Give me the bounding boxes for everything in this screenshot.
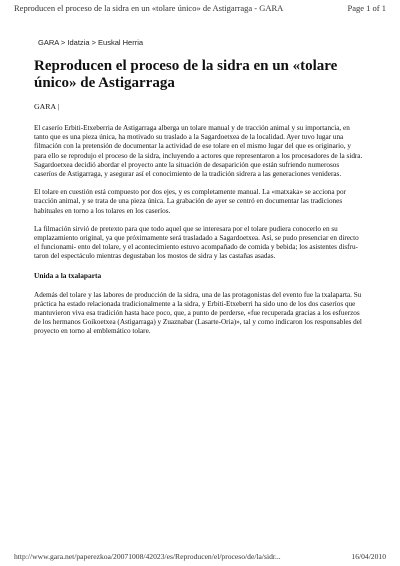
article-subheading: Unida a la txalaparta — [34, 270, 102, 280]
article-paragraph: La filmación sirvió de pretexto para que todo aquel que se interesara por el tolare pudiera conocerlo en su emplazamiento original, ya que próximamente será trasladado a Sagardoetxea. Así, se pudo presenciar en directo el funcionami- ento del tolare, y el acontecimiento estuvo acompañado de comida y bebida; los asistentes disfru- taron del espectáculo mientras degustaban los mostos de sidra y las castañas asadas. — [34, 224, 359, 261]
print-footer-url: http://www.gara.net/paperezkoa/20071008/42023/es/Reproducen/el/proceso/de/la/sidr... — [14, 552, 281, 561]
breadcrumb: GARA > Idatzia > Euskal Herria — [38, 38, 144, 47]
print-footer-date: 16/04/2010 — [351, 552, 386, 561]
print-header-title: Reproducen el proceso de la sidra en un «tolare único» de Astigarraga - GARA — [14, 3, 284, 13]
print-footer — [14, 551, 386, 562]
article-byline: GARA | — [34, 102, 60, 111]
article-paragraph: El caserío Erbiti-Etxeberria de Astigarraga alberga un tolare manual y de tracción animal y su importancia, en tanto que es una pieza única, ha motivado su traslado a la Sagardoetxea de la localidad. Ayer tuvo lugar una filmación con la pretensión de documentar la actividad de ese tolare en el mismo lugar del que es originario, y para ello se reprodujo el proceso de la sidra, incluyendo a actores que representaron a los procesadores de la sidra. Sagardoetxea decidió abordar el proyecto ante la situación de desaparición que están sufriendo numerosos caseríos de Astigarraga, y asegurar así el conocimiento de la tradición sidrera a las generaciones venideras. — [34, 124, 363, 179]
article-paragraph: Además del tolare y las labores de producción de la sidra, una de las protagonistas del evento fue la txalaparta. Su práctica ha estado relacionada tradicionalmente a la sidra, y Erbiti-Etxeberri ha sido uno de los dos caseríos que mantuvieron viva esa tradición hasta hace poco, que, a punto de perderse, «fue recuperada gracias a los esfuerzos de los hermanos Goikoetxea (Astigarraga) y Zuaznabar (Lasarte-Oria)», tal y como indicaron los responsables del proyecto en torno al emblemático tolare. — [34, 290, 362, 336]
article-title: Reproducen el proceso de la sidra en un «tolare único» de Astigarraga — [34, 58, 338, 91]
print-header-page: Page 1 of 1 — [347, 3, 386, 13]
article-paragraph: El tolare en cuestión está compuesto por dos ejes, y es completamente manual. La «matxaka» se acciona por tracción animal, y se trata de una pieza única. La grabación de ayer se centró en documentar las tradiciones habituales en torno a los tolares en los caseríos. — [34, 188, 346, 215]
article — [34, 38, 364, 346]
print-header — [14, 2, 386, 14]
